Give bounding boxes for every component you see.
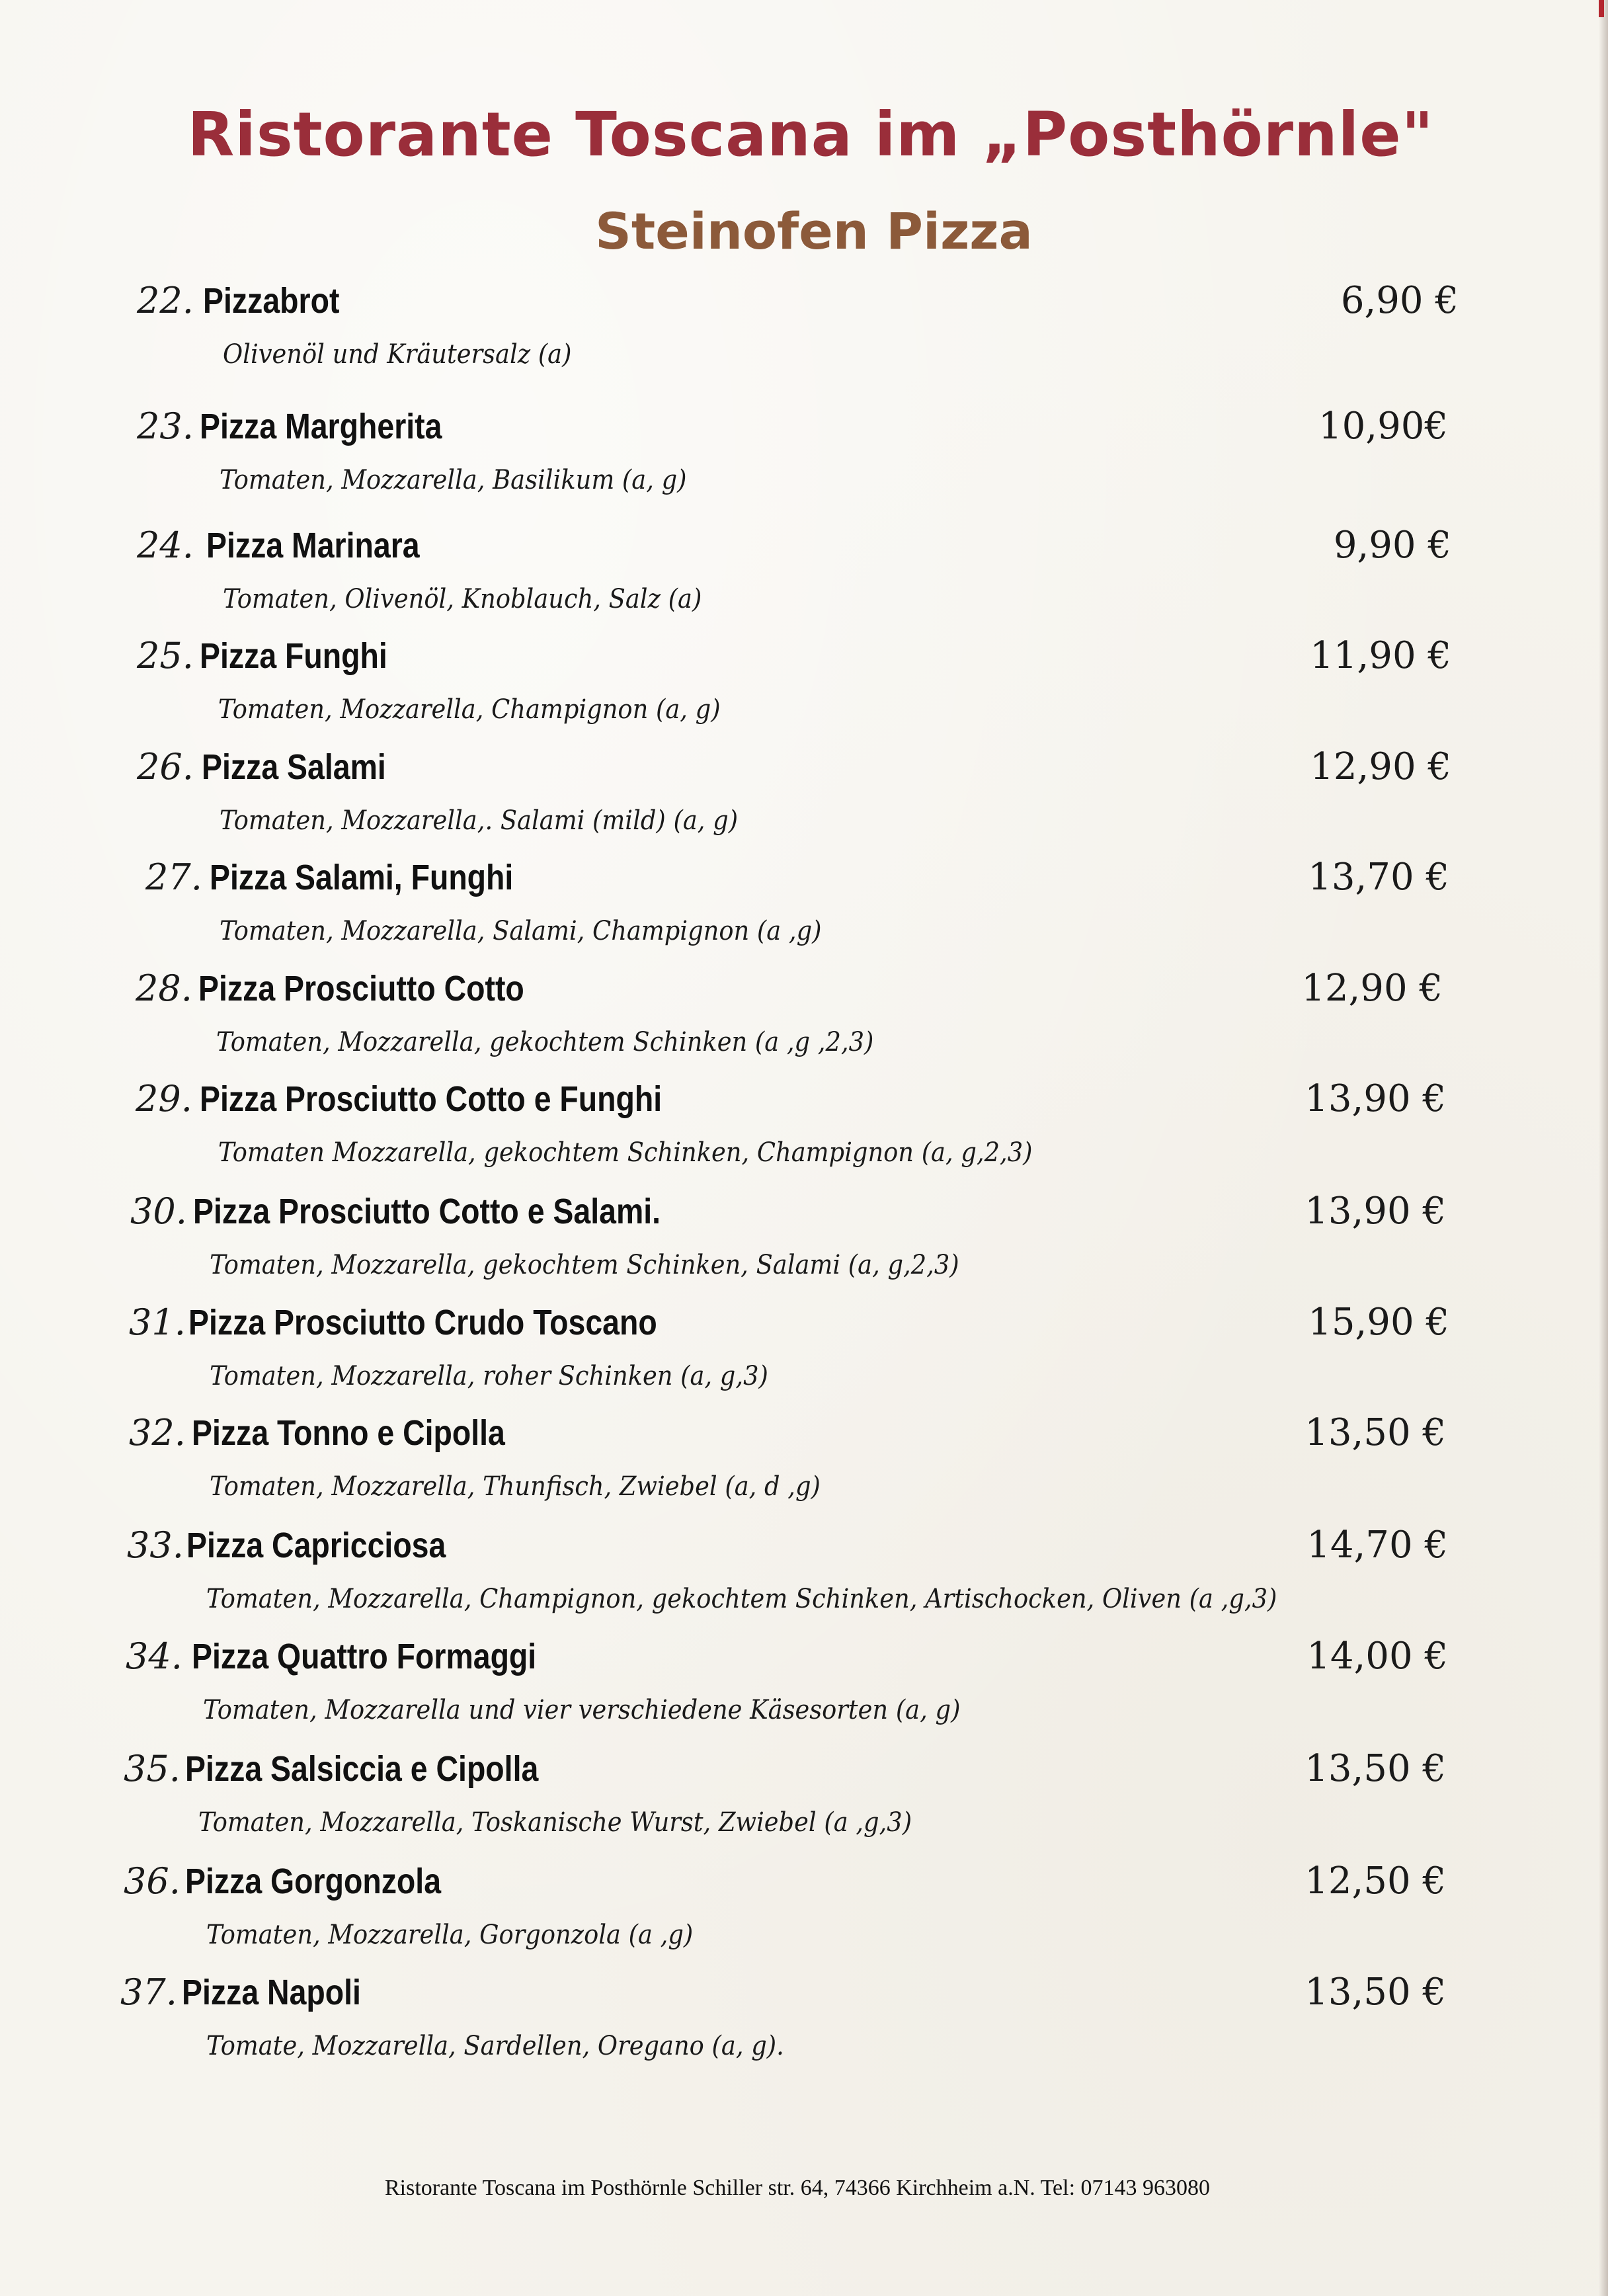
item-price: 9,90 € [1333,524,1451,567]
item-price: 14,00 € [1306,1635,1448,1678]
item-name: Pizza Quattro Formaggi [192,1637,537,1676]
item-description: Tomaten, Mozzarella, Salami, Champignon (a ,g) [220,916,822,946]
item-name: Pizza Tonno e Cipolla [192,1413,505,1453]
menu-item [0,1633,1608,1744]
item-description: Tomaten, Mozzarella,. Salami (mild) (a, g) [220,805,739,836]
item-name: Pizza Prosciutto Cotto e Funghi [200,1079,663,1119]
item-price: 13,50 € [1305,1747,1446,1790]
item-description: Tomaten, Mozzarella, roher Schinken (a, g,3) [210,1361,768,1391]
menu-item [0,1969,1608,2080]
menu-item [0,522,1608,634]
menu-item [0,1076,1608,1187]
item-name: Pizza Prosciutto Cotto [198,969,524,1008]
item-number: 27. [145,856,202,898]
item-number: 33. [127,1524,184,1566]
item-description: Tomaten, Mozzarella, gekochtem Schinken, Salami (a, g,2,3) [210,1250,959,1280]
menu-item [0,1188,1608,1299]
menu-item [0,1522,1608,1633]
item-description: Tomaten, Mozzarella und vier verschiedene Käsesorten (a, g) [203,1695,961,1725]
item-price: 13,70 € [1308,856,1449,899]
corner-mark [1599,0,1604,17]
item-price: 12,90 € [1310,745,1451,788]
item-name: Pizza Salami [202,747,386,787]
footer-address: Ristorante Toscana im Posthörnle Schiller str. 64, 74366 Kirchheim a.N. Tel: 07143 963080 [384,2176,1211,2200]
item-name: Pizza Salami, Funghi [210,858,514,897]
menu-item [0,278,1608,389]
item-name: Pizza Marinara [206,526,420,565]
menu-item [0,1858,1608,1969]
item-number: 37. [120,1971,177,2013]
item-name: Pizza Napoli [182,1973,361,2012]
item-name: Pizzabrot [203,281,340,321]
menu-item [0,1299,1608,1411]
item-number: 35. [124,1748,181,1789]
menu-item [0,744,1608,855]
restaurant-title: Ristorante Toscana im „Posthörnle" [187,99,1434,170]
item-price: 13,50 € [1305,1411,1446,1454]
item-number: 25. [137,635,194,676]
item-number: 31. [129,1301,186,1343]
item-name: Pizza Gorgonzola [185,1862,442,1901]
item-number: 30. [130,1190,187,1232]
item-price: 13,90 € [1305,1077,1446,1120]
item-price: 11,90 € [1310,634,1451,677]
item-description: Tomaten, Olivenöl, Knoblauch, Salz (a) [223,584,702,614]
item-description: Tomaten, Mozzarella, Toskanische Wurst, Zwiebel (a ,g,3) [198,1807,912,1838]
item-number: 29. [136,1078,192,1120]
section-title: Steinofen Pizza [595,202,1033,261]
item-number: 23. [137,405,194,447]
item-name: Pizza Margherita [200,407,442,446]
item-description: Tomaten, Mozzarella, Basilikum (a, g) [220,465,687,495]
item-description: Tomaten, Mozzarella, Champignon, gekochtem Schinken, Artischocken, Oliven (a ,g,3) [206,1584,1277,1614]
item-number: 34. [126,1635,182,1677]
item-price: 15,90 € [1308,1301,1449,1344]
item-number: 28. [136,967,192,1009]
item-name: Pizza Funghi [200,636,387,676]
item-description: Tomaten, Mozzarella, Gorgonzola (a ,g) [206,1920,694,1950]
menu-item [0,1410,1608,1521]
menu-item [0,1746,1608,1857]
menu-item [0,854,1608,965]
item-number: 24. [137,524,194,566]
item-price: 10,90€ [1318,405,1448,448]
item-number: 36. [124,1860,181,1902]
item-description: Tomate, Mozzarella, Sardellen, Oregano (a, g). [206,2031,784,2061]
item-name: Pizza Salsiccia e Cipolla [185,1749,539,1789]
item-price: 13,90 € [1305,1190,1446,1233]
item-price: 6,90 € [1340,279,1459,322]
item-name: Pizza Prosciutto Crudo Toscano [188,1303,657,1342]
item-price: 13,50 € [1305,1971,1446,2014]
item-description: Tomaten, Mozzarella, Thunfisch, Zwiebel (a, d ,g) [210,1471,821,1502]
item-description: Tomaten, Mozzarella, gekochtem Schinken (a ,g ,2,3) [216,1027,874,1057]
menu-item [0,965,1608,1077]
item-description: Tomaten Mozzarella, gekochtem Schinken, Champignon (a, g,2,3) [218,1137,1033,1168]
menu-item [0,633,1608,744]
item-price: 12,90 € [1301,967,1443,1010]
item-name: Pizza Capricciosa [186,1526,446,1565]
item-price: 12,50 € [1305,1860,1446,1903]
item-name: Pizza Prosciutto Cotto e Salami. [193,1192,661,1231]
menu-item [0,403,1608,514]
item-description: Tomaten, Mozzarella, Champignon (a, g) [218,694,721,725]
item-number: 32. [129,1412,186,1454]
item-price: 14,70 € [1306,1524,1448,1567]
item-description: Olivenöl und Kräutersalz (a) [223,339,572,370]
item-number: 26. [137,746,194,788]
item-number: 22. [137,280,194,321]
